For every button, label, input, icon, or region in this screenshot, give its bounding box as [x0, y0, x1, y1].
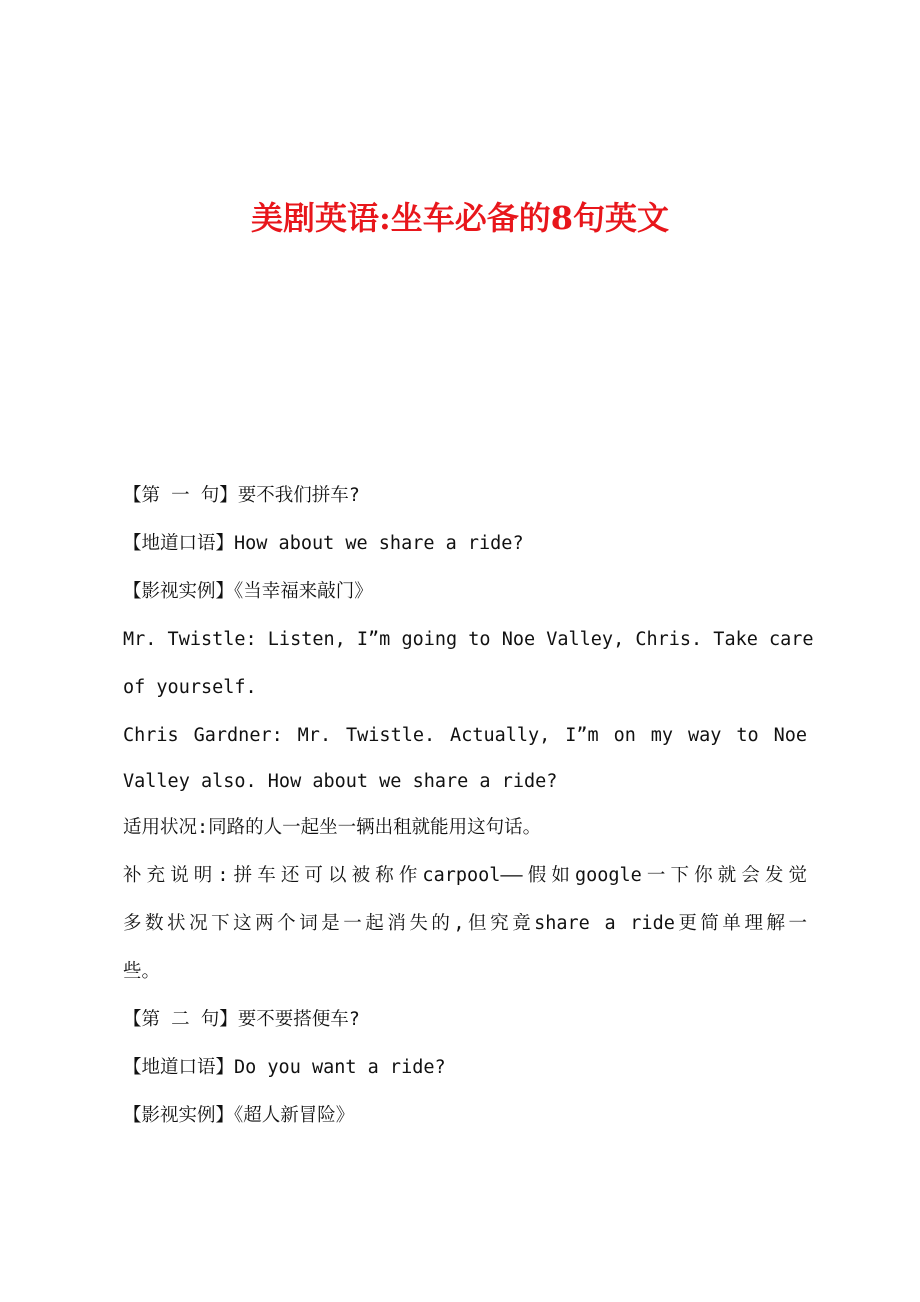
dialogue-line: Chris Gardner: Mr. Twistle. Actually, I”m on my way to Noe — [123, 725, 807, 746]
sentence-1-phrase: 【地道口语】How about we share a ride? — [123, 533, 524, 554]
sentence-1-film: 【影视实例】《当幸福来敲门》 — [123, 581, 373, 602]
dialogue-line: of yourself. — [123, 677, 257, 698]
document-body — [123, 472, 814, 1140]
supplement-note-line: 些。 — [123, 961, 161, 982]
dialogue-line: Valley also. How about we share a ride? — [123, 771, 558, 792]
usage-note: 适用状况:同路的人一起坐一辆出租就能用这句话。 — [123, 817, 542, 838]
sentence-2-heading: 【第 二 句】要不要搭便车? — [123, 1009, 360, 1030]
sentence-2-film: 【影视实例】《超人新冒险》 — [123, 1105, 355, 1126]
document-title: 美剧英语:坐车必备的8句英文 — [250, 199, 670, 237]
supplement-note-line: 补充说明:拼车还可以被称作carpool——假如google一下你就会发觉 — [123, 865, 807, 886]
supplement-note-line: 多数状况下这两个词是一起消失的,但究竟share a ride更简单理解一 — [123, 913, 807, 934]
sentence-2-phrase: 【地道口语】Do you want a ride? — [123, 1057, 446, 1078]
sentence-1-heading: 【第 一 句】要不我们拼车? — [123, 485, 360, 506]
dialogue-line: Mr. Twistle: Listen, I”m going to Noe Valley, Chris. Take care — [123, 629, 814, 650]
